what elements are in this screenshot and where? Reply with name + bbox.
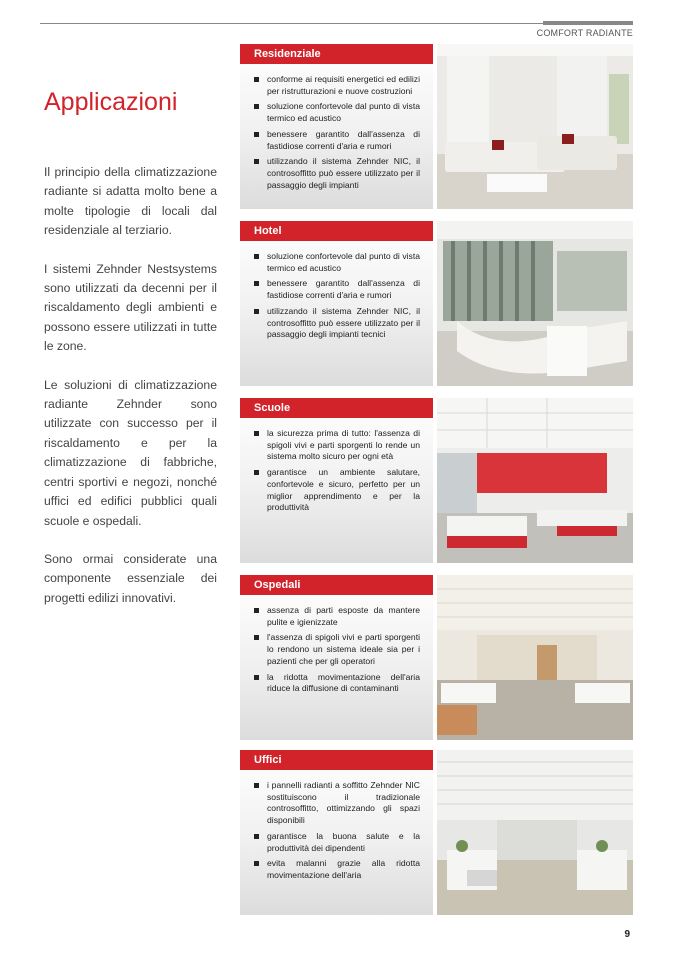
- bullet-list: [254, 74, 420, 195]
- bullet-item: utilizzando il sistema Zehnder NIC, il controsoffitto può essere utilizzato per il passaggio degli impianti: [254, 156, 420, 191]
- office-photo: [437, 750, 633, 915]
- bullet-item: benessere garantito dall'assenza di fastidiose correnti d'aria e rumori: [254, 129, 420, 152]
- application-title: Residenziale: [240, 44, 433, 64]
- bullet-item: benessere garantito dall'assenza di fastidiose correnti d'aria e rumori: [254, 278, 420, 301]
- application-panel: [240, 575, 433, 740]
- bullet-item: evita malanni grazie alla ridotta movimentazione dell'aria: [254, 858, 420, 881]
- application-title: Scuole: [240, 398, 433, 418]
- application-ospedali: [240, 575, 633, 740]
- living-room-photo: [437, 44, 633, 209]
- application-scuole: [240, 398, 633, 563]
- header-accent-bar: [543, 21, 633, 25]
- bullet-item: la sicurezza prima di tutto: l'assenza di spigoli vivi e parti sporgenti lo rende un sistema molto sicuro per ogni età: [254, 428, 420, 463]
- application-panel: [240, 221, 433, 386]
- bullet-item: garantisce un ambiente salutare, confortevole e sicuro, perfetto per un miglior apprendimento e per la produttività: [254, 467, 420, 514]
- intro-paragraph: Sono ormai considerate una componente essenziale dei progetti edilizi innovativi.: [44, 551, 217, 605]
- bullet-list: [254, 428, 420, 518]
- bullet-item: garantisce la buona salute e la produttività dei dipendenti: [254, 831, 420, 854]
- application-panel: [240, 44, 433, 209]
- application-title: Uffici: [240, 750, 433, 770]
- bullet-list: [254, 605, 420, 699]
- intro-paragraph: I sistemi Zehnder Nestsystems sono utilizzati da decenni per il riscaldamento degli ambienti e possono essere utilizzati in tutte le zone.: [44, 261, 217, 354]
- bullet-list: [254, 251, 420, 345]
- intro-paragraph: Il principio della climatizzazione radiante si adatta molto bene a molte tipologie di locali dal residenziale al terziario.: [44, 165, 217, 238]
- bullet-item: soluzione confortevole dal punto di vista termico ed acustico: [254, 101, 420, 124]
- hospital-ward-photo: [437, 575, 633, 740]
- section-label: COMFORT RADIANTE: [536, 28, 633, 38]
- classroom-photo: [437, 398, 633, 563]
- bullet-list: [254, 780, 420, 886]
- intro-text: [44, 163, 217, 627]
- application-title: Ospedali: [240, 575, 433, 595]
- page-title: Applicazioni: [44, 88, 178, 116]
- intro-paragraph: Le soluzioni di climatizzazione radiante Zehnder sono utilizzate con successo per il riscaldamento e per la climatizzazione di fabbriche, centri sportivi e negozi, nonché uffici ed edifici pubblici quali scuole e ospedali.: [44, 377, 217, 528]
- bullet-item: soluzione confortevole dal punto di vista termico ed acustico: [254, 251, 420, 274]
- application-uffici: [240, 750, 633, 915]
- application-title: Hotel: [240, 221, 433, 241]
- application-panel: [240, 750, 433, 915]
- page-number: 9: [624, 929, 630, 940]
- bullet-item: assenza di parti esposte da mantere pulite e igienizzate: [254, 605, 420, 628]
- bullet-item: utilizzando il sistema Zehnder NIC, il controsoffitto può essere utilizzato per il passaggio degli impianti tecnici: [254, 306, 420, 341]
- application-hotel: [240, 221, 633, 386]
- bullet-item: i pannelli radianti a soffitto Zehnder NIC sostituiscono il tradizionale controsoffitto, ottimizzando gli spazi disponibili: [254, 780, 420, 827]
- application-panel: [240, 398, 433, 563]
- bullet-item: l'assenza di spigoli vivi e parti sporgenti lo rendono un sistema ideale sia per i pazienti che per gli operatori: [254, 632, 420, 667]
- bullet-item: la ridotta movimentazione dell'aria riduce la diffusione di contaminanti: [254, 672, 420, 695]
- application-residenziale: [240, 44, 633, 209]
- hotel-lobby-photo: [437, 221, 633, 386]
- bullet-item: conforme ai requisiti energetici ed edilizi per ristrutturazioni e nuove costruzioni: [254, 74, 420, 97]
